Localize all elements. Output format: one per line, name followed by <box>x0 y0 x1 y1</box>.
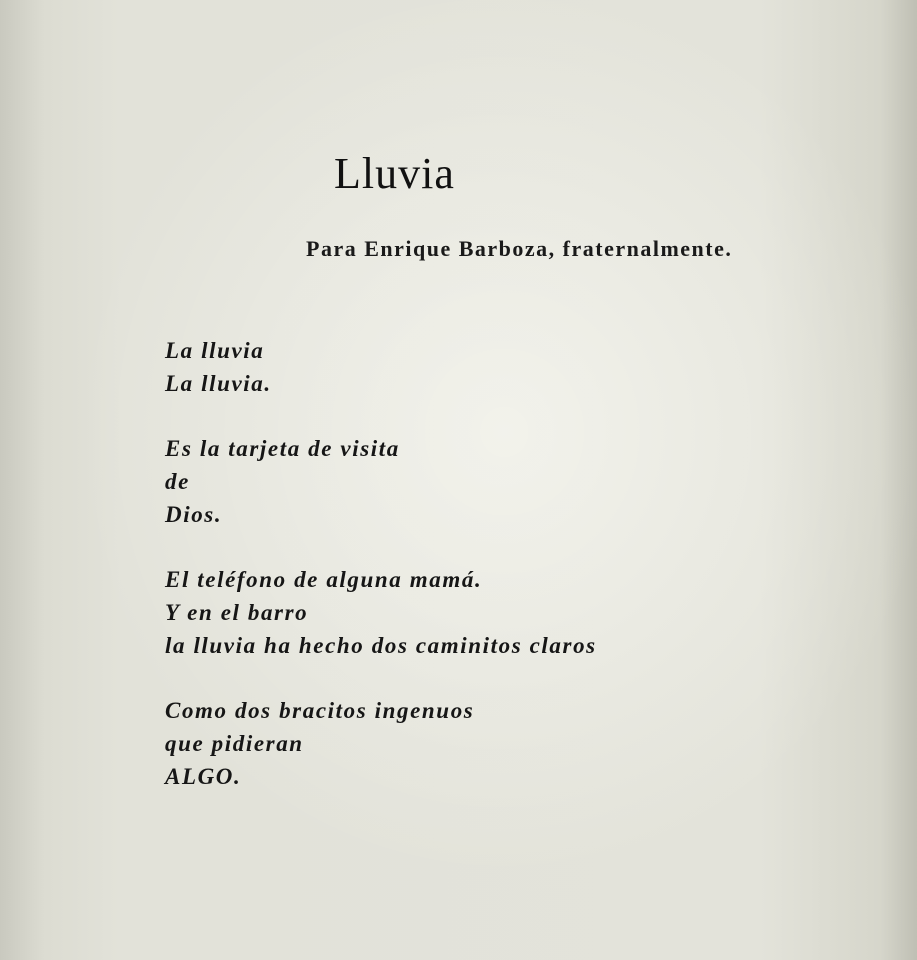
stanza <box>165 694 785 793</box>
stanza <box>165 334 785 400</box>
poem-line: Es la tarjeta de visita <box>165 436 400 461</box>
dedication: Para Enrique Barboza, fraternalmente. <box>306 236 733 261</box>
stanza <box>165 432 785 531</box>
poem-line: que pidieran <box>165 731 304 756</box>
poem-body <box>165 334 785 825</box>
poem-line: ALGO. <box>165 764 242 789</box>
poem-line: Y en el barro <box>165 600 309 625</box>
poem-line: Dios. <box>165 502 223 527</box>
poem-title: Lluvia <box>334 149 455 198</box>
poem-line: Como dos bracitos ingenuos <box>165 698 475 723</box>
poem-line: El teléfono de alguna mamá. <box>165 567 483 592</box>
poem-line: La lluvia <box>165 338 265 363</box>
poem-line: la lluvia ha hecho dos caminitos claros <box>165 633 597 658</box>
stanza <box>165 563 785 662</box>
bleed-through-text <box>390 18 650 68</box>
poem-line: La lluvia. <box>165 371 272 396</box>
poem-line: de <box>165 469 190 494</box>
